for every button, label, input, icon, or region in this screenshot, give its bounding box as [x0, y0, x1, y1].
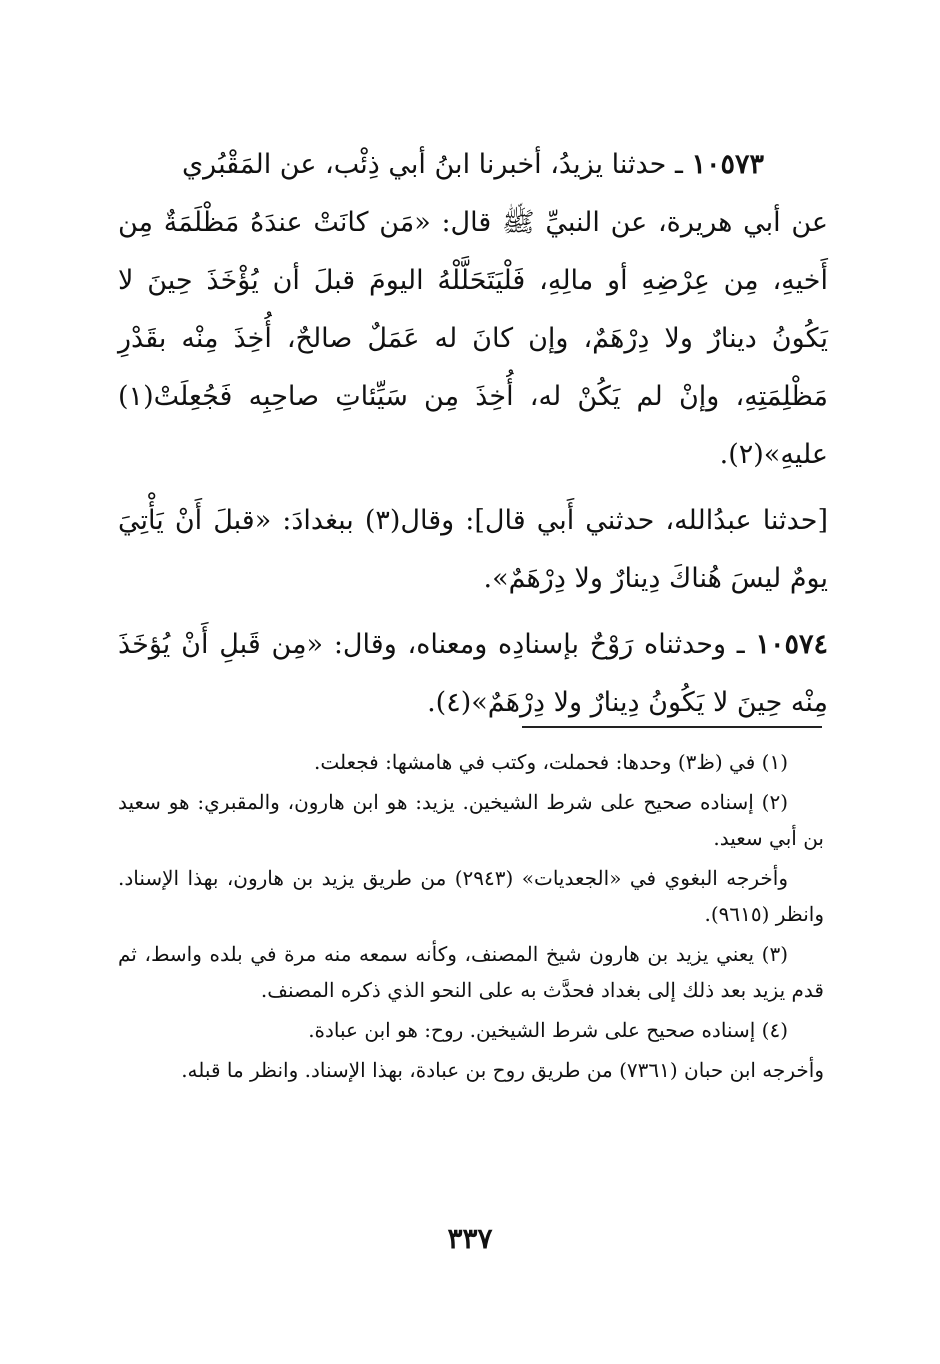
footnote: (٢) إسناده صحيح على شرط الشيخين. يزيد: هو ابن هارون، والمقبري: هو سعيد بن أبي سعيد. [118, 790, 824, 850]
main-text [118, 136, 828, 732]
page-number: ٣٣٧ [447, 1222, 493, 1255]
footnotes [118, 744, 824, 1092]
hadith-isnad: ـ حدثنا يزيدُ، أخبرنا ابنُ أبي ذِئْب، عن المَقْبُري [182, 149, 692, 180]
hadith-number: ١٠٥٧٤ [755, 629, 828, 660]
addition-paragraph: [حدثنا عبدُالله، حدثني أَبي قال]: وقال(٣) ببغدادَ: «قبلَ أَنْ يَأْتِيَ يومٌ ليسَ هُناكَ دِينارٌ ولا دِرْهَمٌ». [118, 505, 828, 594]
footnote: (٣) يعني يزيد بن هارون شيخ المصنف، وكأنه سمعه منه مرة في بلده واسط، ثم قدم يزيد بعد ذلك إلى بغداد فحدَّث به على النحو الذي ذكره المصنف. [118, 942, 824, 1002]
hadith-number: ١٠٥٧٣ [691, 149, 764, 180]
footnote: (١) في (ظ٣) وحدها: فحملت، وكتب في هامشها: فجعلت. [313, 750, 788, 774]
footnote: وأخرجه البغوي في «الجعديات» (٢٩٤٣) من طريق يزيد بن هارون، بهذا الإسناد. وانظر (٩٦١٥). [118, 866, 824, 926]
footnote: (٤) إسناده صحيح على شرط الشيخين. روح: هو ابن عبادة. [308, 1018, 788, 1042]
footnote: وأخرجه ابن حبان (٧٣٦١) من طريق روح بن عبادة، بهذا الإسناد. وانظر ما قبله. [181, 1058, 824, 1082]
hadith-text: ـ وحدثناه رَوْحٌ بإسنادِه ومعناه، وقال: «مِن قَبلِ أَنْ يُؤخَذَ مِنْه حِينَ لا يَكُونُ دِينارٌ ولا دِرْهَمٌ»(٤). [118, 629, 828, 718]
hadith-10573-body: عن أبي هريرة، عن النبيِّ ﷺ قال: «مَن كانَتْ عندَهُ مَظْلَمَةٌ مِن أَخيهِ، مِن عِرْضِهِ أو مالِهِ، فَلْيَتَحَلَّلْهُ اليومَ قبلَ أن يُؤْخَذَ حِينَ لا يَكُونُ دينارٌ ولا دِرْهَمٌ، وإن كانَ له عَمَلٌ صالحٌ، أُخِذَ مِنْه بقَدْرِ مَظْلِمَتِهِ، وإنْ لم يَكُنْ له، أُخِذَ مِن سَيِّئاتِ صاحِبِه فَجُعِلَتْ(١) عليهِ»(٢). [118, 207, 828, 470]
hadith-10574 [118, 616, 828, 732]
footnote-separator [522, 726, 822, 728]
hadith-10573-opening [118, 136, 828, 194]
